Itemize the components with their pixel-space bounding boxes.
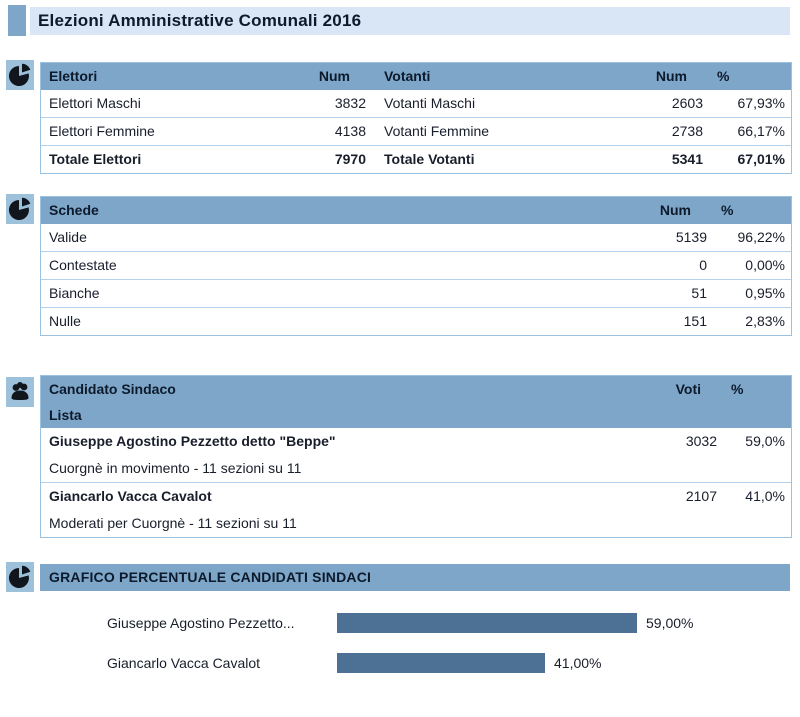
cell-num: 5139 [675,229,707,245]
cell-pct: 2,83% [745,313,785,329]
cell-pct: 96,22% [737,229,785,245]
section-icon-affluenza [6,60,34,90]
chart-category-label: Giuseppe Agostino Pezzetto... [107,615,295,631]
candidate-name: Giuseppe Agostino Pezzetto detto "Beppe" [49,433,336,449]
table-row [41,117,791,145]
chart-category-label: Giancarlo Vacca Cavalot [107,655,261,671]
candidate-votes: 2107 [685,488,717,504]
cell-num: 2603 [671,95,703,111]
cell-label: Votanti Femmine [384,123,490,139]
col-header-votanti: Votanti [384,68,431,84]
cell-pct: 0,00% [745,257,785,273]
chart-bar-row [107,611,693,635]
cell-label: Nulle [49,313,81,329]
table-schede-header [41,197,791,224]
candidate-name: Giancarlo Vacca Cavalot [49,488,212,504]
table-candidati [40,375,792,538]
candidate-row [41,428,791,482]
pie-chart-icon [8,197,32,221]
col-header-elettori: Elettori [49,68,98,84]
pie-chart-icon [8,63,32,87]
section-icon-schede [6,194,34,224]
candidate-percent: 41,0% [745,488,785,504]
cell-num: 151 [683,313,707,329]
title-accent-square [8,5,26,36]
section-icon-candidati [6,377,34,407]
candidate-list: Moderati per Cuorgnè - 11 sezioni su 11 [49,515,297,531]
table-row-total [41,145,791,173]
table-candidati-header [41,376,791,428]
table-affluenza-body [41,90,791,173]
col-header-pct: % [717,68,730,84]
col-header-candidato: Candidato Sindaco [49,381,176,397]
candidate-percent: 59,0% [745,433,785,449]
table-row [41,307,791,335]
col-header-schede: Schede [49,202,99,218]
chart-value-label: 41,00% [554,655,602,671]
col-header-num-right: Num [655,68,687,84]
table-row [41,251,791,279]
page-title: Elezioni Amministrative Comunali 2016 [38,11,362,30]
chart-bar [337,613,637,633]
cell-label: Totale Elettori [49,151,142,167]
people-group-icon [8,380,32,404]
cell-num: 0 [699,257,707,273]
col-header-num: Num [659,202,691,218]
chart-bar-row [107,651,601,675]
col-header-num-left: Num [318,68,350,84]
chart-title: GRAFICO PERCENTUALE CANDIDATI SINDACI [49,569,372,585]
table-row [41,279,791,307]
section-icon-grafico [6,562,34,592]
cell-label: Bianche [49,285,100,301]
chart-section-header [40,564,790,591]
table-affluenza [40,62,792,174]
chart-value-label: 59,00% [646,615,694,631]
cell-num: 51 [691,285,707,301]
cell-label: Elettori Femmine [49,123,155,139]
cell-label: Votanti Maschi [384,95,476,111]
cell-num: 7970 [334,151,366,167]
chart-bar [337,653,545,673]
table-affluenza-header [41,63,791,90]
table-row [41,90,791,117]
cell-num: 5341 [671,151,703,167]
candidate-votes: 3032 [685,433,717,449]
cell-label: Contestate [49,257,117,273]
cell-pct: 0,95% [745,285,785,301]
table-candidati-body [41,428,791,537]
cell-pct: 66,17% [737,123,785,139]
table-schede [40,196,792,336]
table-row [41,224,791,251]
col-header-pct: % [721,202,734,218]
cell-label: Valide [49,229,87,245]
table-schede-body [41,224,791,335]
candidate-list: Cuorgnè in movimento - 11 sezioni su 11 [49,460,302,476]
col-header-pct: % [731,381,744,397]
col-header-voti: Voti [675,381,701,397]
page-title-band [30,7,790,35]
cell-num: 3832 [334,95,366,111]
cell-pct: 67,01% [737,151,785,167]
pie-chart-icon [8,565,32,589]
cell-label: Elettori Maschi [49,95,141,111]
cell-num: 4138 [334,123,366,139]
col-header-lista: Lista [49,407,82,423]
cell-pct: 67,93% [737,95,785,111]
candidate-row [41,482,791,537]
cell-num: 2738 [671,123,703,139]
cell-label: Totale Votanti [384,151,475,167]
